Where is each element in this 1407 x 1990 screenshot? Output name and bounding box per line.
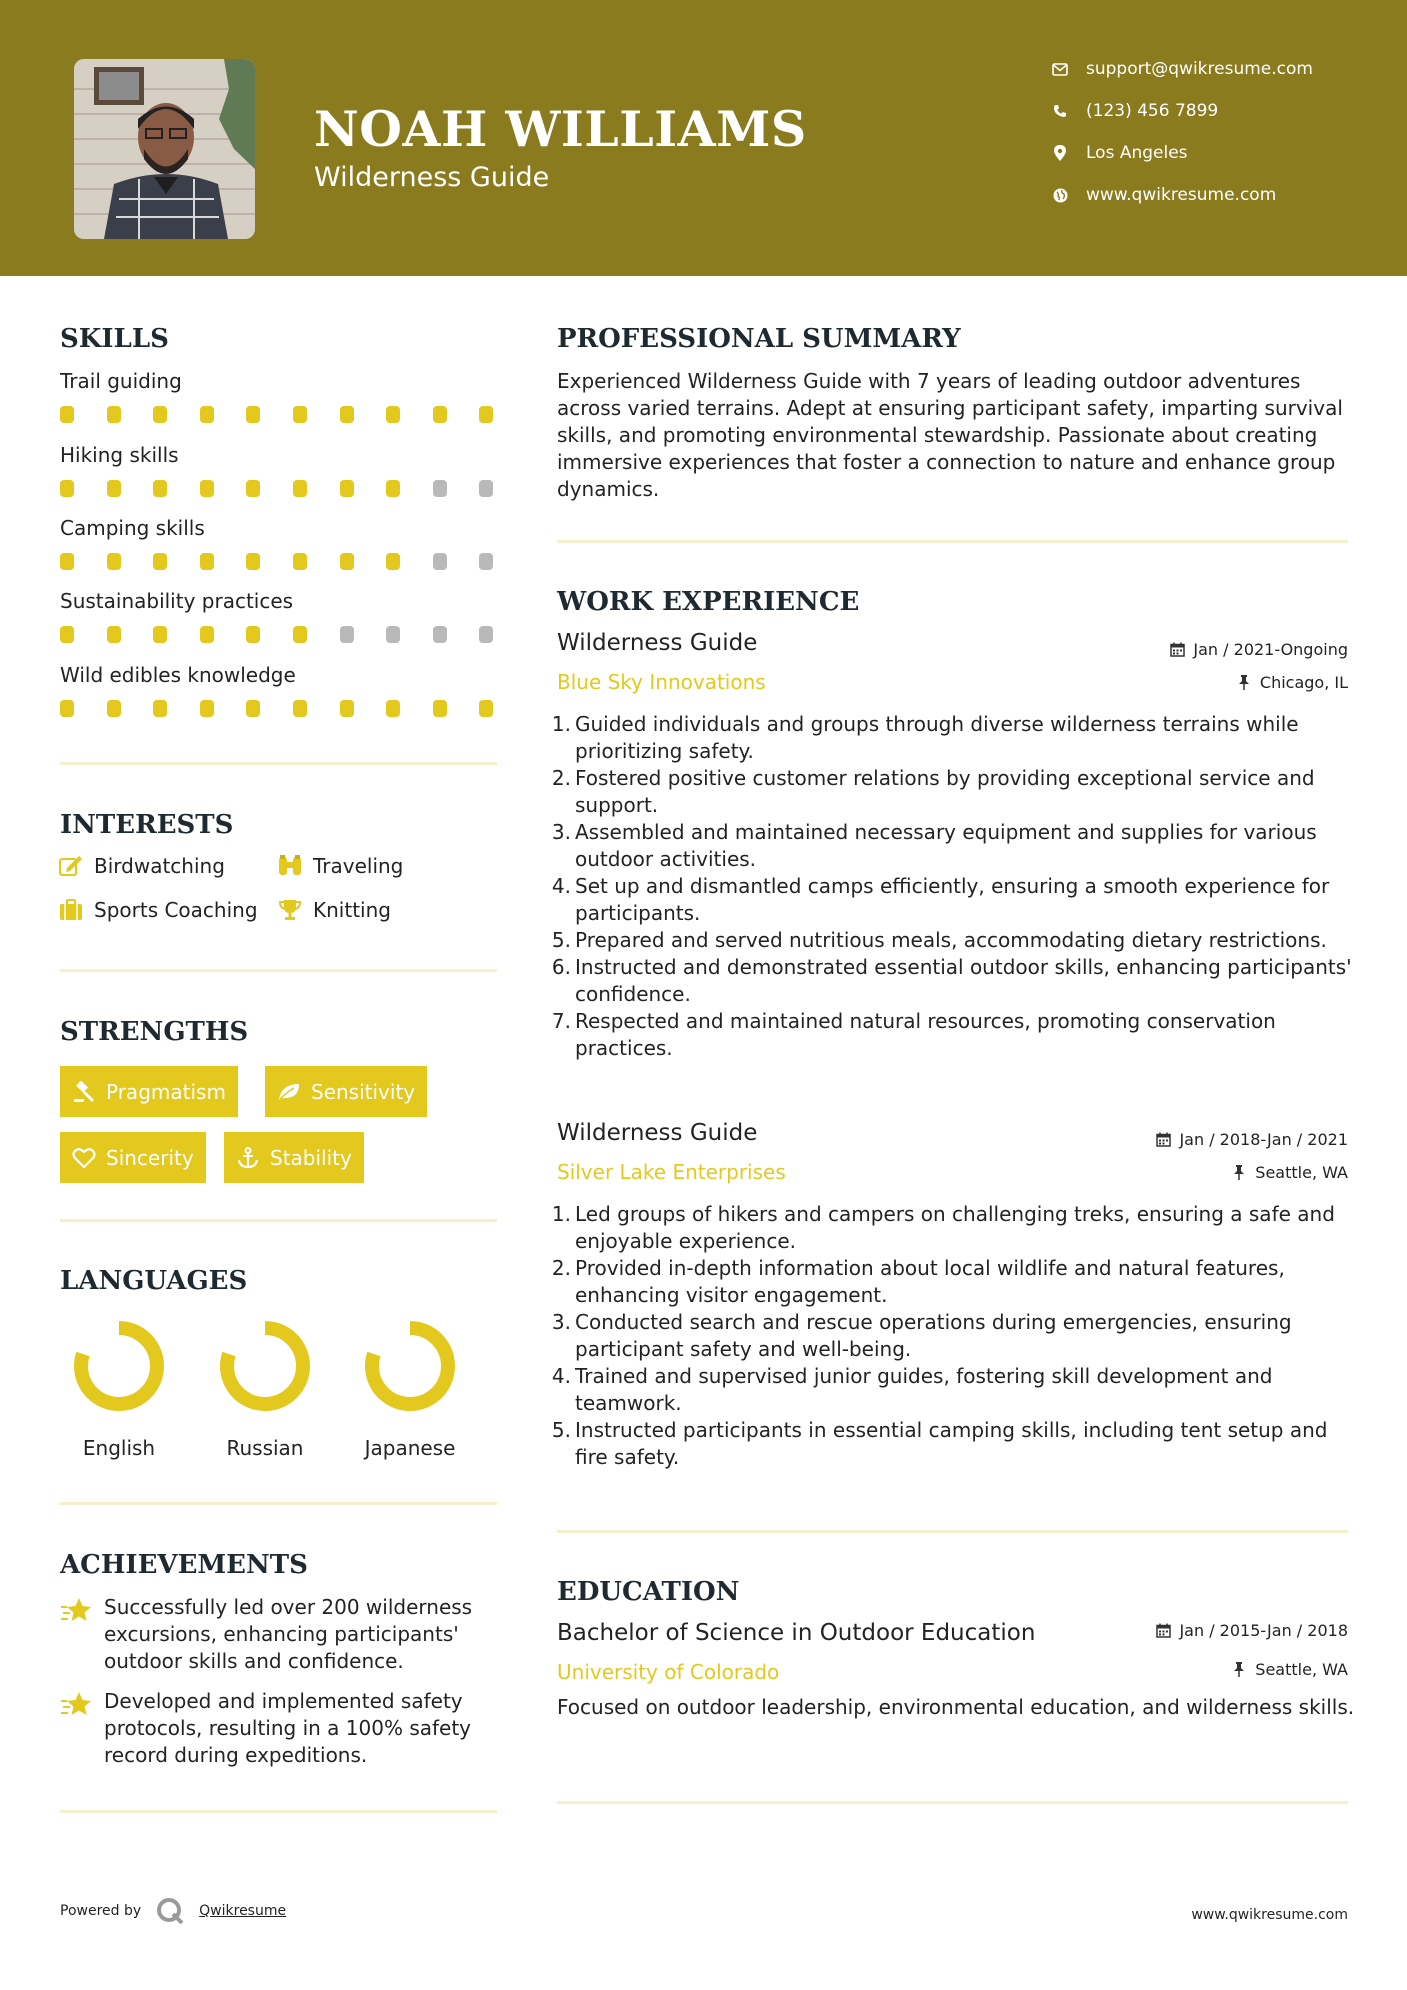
calendar-icon bbox=[1169, 642, 1185, 658]
job-bullets bbox=[551, 711, 1356, 1062]
achievement-text: Developed and implemented safety protocols, resulting in a 100% safety record during expeditions. bbox=[104, 1689, 472, 1767]
skill-dot-filled bbox=[200, 553, 214, 570]
skill-dot-filled bbox=[60, 480, 74, 497]
anchor-icon bbox=[236, 1146, 260, 1170]
pushpin-icon bbox=[1231, 1165, 1247, 1181]
globe-icon bbox=[1050, 185, 1070, 205]
language-ring-fill bbox=[227, 1328, 303, 1404]
interest-label: Sports Coaching bbox=[94, 898, 258, 922]
skill-rating bbox=[60, 480, 500, 498]
experience-heading: WORK EXPERIENCE bbox=[557, 587, 860, 617]
company-name: Silver Lake Enterprises bbox=[557, 1160, 786, 1184]
job-bullet: 4. Trained and supervised junior guides, fostering skill development and teamwork. bbox=[551, 1364, 1273, 1415]
interest-label: Birdwatching bbox=[94, 854, 225, 878]
language-ring bbox=[362, 1318, 458, 1414]
school-name: University of Colorado bbox=[557, 1660, 780, 1684]
skill-name: Camping skills bbox=[60, 516, 205, 540]
job-title: Wilderness Guide bbox=[557, 1120, 758, 1146]
language-item bbox=[59, 1318, 179, 1460]
suitcase-icon bbox=[58, 897, 84, 923]
contact-email-text: support@qwikresume.com bbox=[1086, 59, 1313, 79]
skill-dot-filled bbox=[246, 406, 260, 423]
contact-email[interactable] bbox=[1050, 57, 1313, 81]
education-description: Focused on outdoor leadership, environmental education, and wilderness skills. bbox=[557, 1695, 1355, 1719]
achievement-item bbox=[60, 1688, 500, 1769]
strength-tag bbox=[60, 1066, 238, 1117]
strengths-heading: STRENGTHS bbox=[60, 1017, 249, 1047]
education-location-text: Seattle, WA bbox=[1255, 1660, 1348, 1679]
job-bullet: 1. Led groups of hikers and campers on challenging treks, ensuring a safe and enjoyable experience. bbox=[551, 1202, 1335, 1253]
skill-dot-filled bbox=[153, 480, 167, 497]
education-dates-text: Jan / 2015-Jan / 2018 bbox=[1179, 1621, 1348, 1640]
skill-dot-filled bbox=[386, 700, 400, 717]
skill-rating bbox=[60, 626, 500, 644]
map-marker-icon bbox=[1050, 143, 1070, 163]
pencil-square-icon bbox=[58, 853, 84, 879]
skill-dot-filled bbox=[200, 480, 214, 497]
footer-website[interactable]: www.qwikresume.com bbox=[1191, 1907, 1348, 1923]
trophy-icon bbox=[277, 897, 303, 923]
contact-location bbox=[1050, 141, 1188, 165]
star-icon bbox=[60, 1596, 92, 1626]
achievement-text: Successfully led over 200 wilderness excursions, enhancing participants' outdoor skills and confidence. bbox=[104, 1595, 473, 1673]
job-location-text: Chicago, IL bbox=[1259, 673, 1348, 692]
language-name: Russian bbox=[226, 1436, 304, 1460]
skill-dot-filled bbox=[246, 626, 260, 643]
job-bullet: 4. Set up and dismantled camps efficiently, ensuring a smooth experience for participants. bbox=[551, 874, 1330, 925]
degree-title: Bachelor of Science in Outdoor Education bbox=[557, 1620, 1036, 1646]
languages-heading: LANGUAGES bbox=[60, 1266, 248, 1296]
strength-label: Sincerity bbox=[106, 1145, 194, 1170]
skill-dot-filled bbox=[386, 553, 400, 570]
interest-item bbox=[58, 897, 258, 923]
section-divider bbox=[60, 762, 497, 765]
skill-dot-empty bbox=[479, 553, 493, 570]
language-ring bbox=[71, 1318, 167, 1414]
skill-dot-filled bbox=[60, 700, 74, 717]
job-location-text: Seattle, WA bbox=[1255, 1163, 1348, 1182]
job-bullet: 2. Provided in-depth information about local wildlife and natural features, enhancing visitor engagement. bbox=[551, 1256, 1285, 1307]
binoculars-icon bbox=[277, 853, 303, 879]
qwikresume-logo-icon bbox=[155, 1896, 185, 1926]
heart-icon bbox=[72, 1146, 96, 1170]
job-dates bbox=[1169, 640, 1348, 659]
skill-dot-filled bbox=[200, 626, 214, 643]
skill-dot-filled bbox=[153, 626, 167, 643]
skill-dot-empty bbox=[433, 553, 447, 570]
leaf-icon bbox=[277, 1080, 301, 1104]
skill-name: Trail guiding bbox=[60, 369, 182, 393]
skill-rating bbox=[60, 406, 500, 424]
skill-dot-filled bbox=[107, 626, 121, 643]
contact-phone-text: (123) 456 7899 bbox=[1086, 101, 1219, 121]
strength-label: Stability bbox=[270, 1145, 352, 1170]
language-name: Japanese bbox=[364, 1436, 456, 1460]
job-dates-text: Jan / 2018-Jan / 2021 bbox=[1179, 1130, 1348, 1149]
skill-dot-filled bbox=[153, 553, 167, 570]
candidate-title: Wilderness Guide bbox=[314, 162, 550, 193]
section-divider bbox=[557, 540, 1348, 543]
job-bullets bbox=[551, 1201, 1356, 1471]
pushpin-icon bbox=[1231, 1662, 1247, 1678]
skill-dot-filled bbox=[153, 406, 167, 423]
interest-item bbox=[277, 897, 391, 923]
gavel-icon bbox=[72, 1080, 96, 1104]
skill-dot-filled bbox=[433, 700, 447, 717]
profile-photo-image bbox=[74, 59, 255, 239]
strength-tag bbox=[265, 1066, 427, 1117]
skill-dot-filled bbox=[60, 626, 74, 643]
skill-dot-filled bbox=[433, 406, 447, 423]
section-divider bbox=[60, 1502, 497, 1505]
interest-label: Traveling bbox=[313, 854, 404, 878]
skill-dot-filled bbox=[293, 700, 307, 717]
strength-label: Pragmatism bbox=[106, 1079, 226, 1104]
section-divider bbox=[557, 1801, 1348, 1804]
interest-item bbox=[277, 853, 403, 879]
skill-name: Sustainability practices bbox=[60, 589, 294, 613]
skill-dot-filled bbox=[246, 480, 260, 497]
skill-rating bbox=[60, 700, 500, 718]
powered-by-label: Powered by bbox=[60, 1903, 142, 1919]
education-dates bbox=[1155, 1621, 1348, 1640]
summary-text: Experienced Wilderness Guide with 7 years of leading outdoor adventures across varied terrains. Adept at ensuring participant safety, imparting survival skills, and promoting environmental stewardship. Passionate about creating immersive experiences that foster a connection to nature and enhance group dynamics. bbox=[557, 369, 1343, 501]
section-divider bbox=[60, 1810, 497, 1813]
candidate-name: NOAH WILLIAMS bbox=[314, 100, 807, 158]
pushpin-icon bbox=[1236, 675, 1252, 691]
education-location bbox=[1231, 1660, 1348, 1679]
job-bullet: 6. Instructed and demonstrated essential outdoor skills, enhancing participants' confidence. bbox=[551, 955, 1352, 1006]
skill-dot-filled bbox=[479, 700, 493, 717]
skill-dot-filled bbox=[293, 626, 307, 643]
contact-phone[interactable] bbox=[1050, 99, 1218, 123]
skill-dot-filled bbox=[246, 700, 260, 717]
skill-dot-filled bbox=[340, 480, 354, 497]
skill-dot-filled bbox=[107, 480, 121, 497]
section-divider bbox=[557, 1530, 1348, 1533]
skill-dot-filled bbox=[293, 406, 307, 423]
job-dates-text: Jan / 2021-Ongoing bbox=[1193, 640, 1348, 659]
skill-name: Hiking skills bbox=[60, 443, 179, 467]
summary-heading: PROFESSIONAL SUMMARY bbox=[557, 324, 961, 354]
company-name: Blue Sky Innovations bbox=[557, 670, 766, 694]
strength-tag bbox=[224, 1132, 364, 1183]
skill-dot-empty bbox=[340, 626, 354, 643]
calendar-icon bbox=[1155, 1623, 1171, 1639]
skill-dot-filled bbox=[340, 406, 354, 423]
skill-dot-filled bbox=[107, 406, 121, 423]
skill-dot-filled bbox=[60, 553, 74, 570]
skill-dot-filled bbox=[107, 700, 121, 717]
skill-dot-filled bbox=[153, 700, 167, 717]
job-location bbox=[1231, 1163, 1348, 1182]
section-divider bbox=[60, 969, 497, 972]
skill-dot-empty bbox=[433, 626, 447, 643]
job-bullet: 7. Respected and maintained natural resources, promoting conservation practices. bbox=[551, 1009, 1276, 1060]
job-location bbox=[1236, 673, 1348, 692]
skill-dot-filled bbox=[340, 553, 354, 570]
contact-website[interactable] bbox=[1050, 183, 1276, 207]
skill-dot-filled bbox=[386, 406, 400, 423]
profile-photo bbox=[74, 59, 255, 239]
section-divider bbox=[60, 1219, 497, 1222]
calendar-icon bbox=[1155, 1132, 1171, 1148]
qwikresume-link[interactable]: Qwikresume bbox=[199, 1903, 287, 1919]
skill-dot-filled bbox=[340, 700, 354, 717]
skill-dot-empty bbox=[386, 626, 400, 643]
skill-dot-filled bbox=[293, 480, 307, 497]
skill-dot-filled bbox=[60, 406, 74, 423]
language-name: English bbox=[82, 1436, 156, 1460]
interests-heading: INTERESTS bbox=[60, 810, 234, 840]
education-heading: EDUCATION bbox=[557, 1577, 740, 1607]
achievement-item bbox=[60, 1594, 500, 1675]
skill-dot-filled bbox=[386, 480, 400, 497]
strength-tag bbox=[60, 1132, 206, 1183]
language-ring-fill bbox=[81, 1328, 157, 1404]
star-icon bbox=[60, 1690, 92, 1720]
skill-dot-filled bbox=[293, 553, 307, 570]
strength-label: Sensitivity bbox=[311, 1079, 416, 1104]
job-bullet: 3. Assembled and maintained necessary equipment and supplies for various outdoor activities. bbox=[551, 820, 1317, 871]
skill-dot-filled bbox=[200, 406, 214, 423]
skill-rating bbox=[60, 553, 500, 571]
resume-header bbox=[0, 0, 1407, 276]
contact-location-text: Los Angeles bbox=[1086, 143, 1188, 163]
job-bullet: 1. Guided individuals and groups through diverse wilderness terrains while prioritizing safety. bbox=[551, 712, 1299, 763]
skill-dot-filled bbox=[107, 553, 121, 570]
skill-dot-empty bbox=[479, 626, 493, 643]
language-item bbox=[205, 1318, 325, 1460]
achievements-heading: ACHIEVEMENTS bbox=[60, 1550, 308, 1580]
skill-dot-filled bbox=[479, 406, 493, 423]
job-bullet: 5. Prepared and served nutritious meals, accommodating dietary restrictions. bbox=[551, 928, 1327, 952]
phone-icon bbox=[1050, 101, 1070, 121]
skill-dot-empty bbox=[433, 480, 447, 497]
job-dates bbox=[1155, 1130, 1348, 1149]
interest-item bbox=[58, 853, 225, 879]
job-bullet: 5. Instructed participants in essential camping skills, including tent setup and fire safety. bbox=[551, 1418, 1328, 1469]
skill-name: Wild edibles knowledge bbox=[60, 663, 296, 687]
skills-heading: SKILLS bbox=[60, 324, 169, 354]
language-item bbox=[350, 1318, 470, 1460]
language-ring-fill bbox=[372, 1328, 448, 1404]
footer-powered-by bbox=[60, 1896, 286, 1926]
job-title: Wilderness Guide bbox=[557, 630, 758, 656]
skill-dot-empty bbox=[479, 480, 493, 497]
skill-dot-filled bbox=[200, 700, 214, 717]
job-bullet: 2. Fostered positive customer relations by providing exceptional service and support. bbox=[551, 766, 1315, 817]
envelope-icon bbox=[1050, 59, 1070, 79]
interest-label: Knitting bbox=[313, 898, 391, 922]
skill-dot-filled bbox=[246, 553, 260, 570]
language-ring bbox=[217, 1318, 313, 1414]
job-bullet: 3. Conducted search and rescue operations during emergencies, ensuring participant safety and well-being. bbox=[551, 1310, 1292, 1361]
contact-website-text: www.qwikresume.com bbox=[1086, 185, 1277, 205]
